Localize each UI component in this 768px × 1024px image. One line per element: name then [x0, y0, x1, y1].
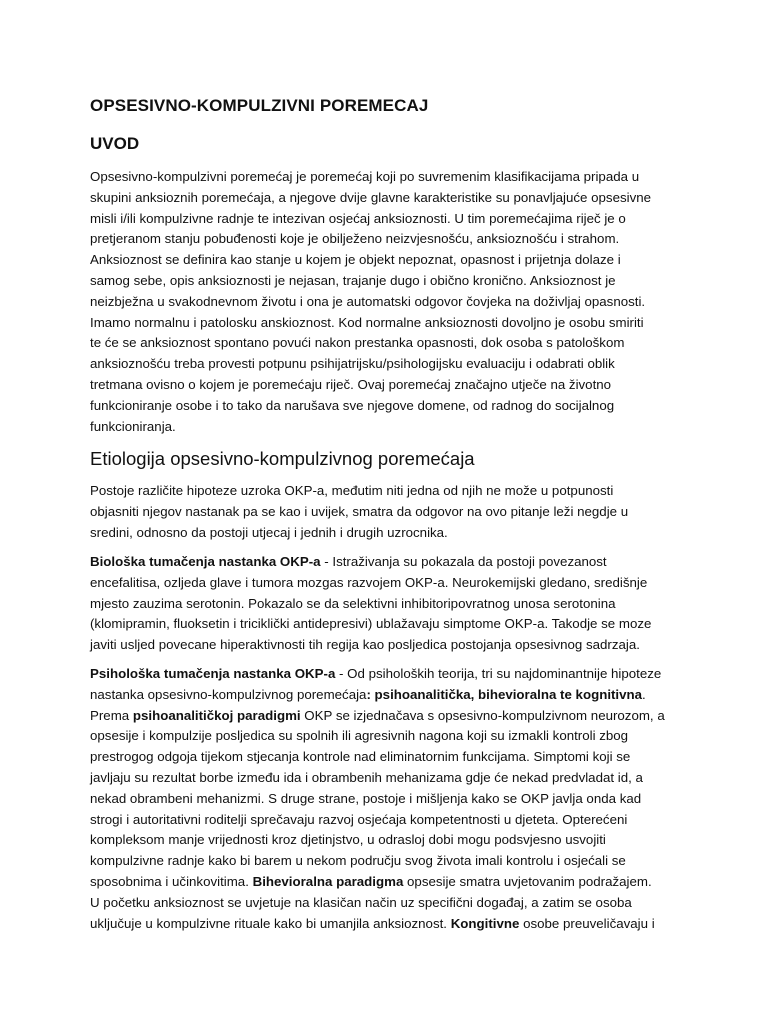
text-line: javljaju su rezultat borbe između ida i obrambenih mehanizama gdje će nekad predvladat id, a	[90, 769, 643, 785]
section-heading-etiologija: Etiologija opsesivno-kompulzivnog poremećaja	[90, 448, 475, 469]
text-line: strogi i autoritativni roditelji sprečavaju razvoj osjećaja kompetentnosti u djeteta. Opterećeni	[90, 811, 628, 827]
text-line: funkcioniranje osobe i to tako da narušava sve njegove domene, od radnog do socijalnog	[90, 397, 615, 413]
text-line: pretjeranom stanju pobuđenosti koje je obilježeno neizvjesnošću, anksioznošću i strahom.	[90, 231, 620, 247]
text-line: misli i/ili kompulzivne radnje te intezivan osjećaj anksioznosti. U tim poremećajima riječ je o	[90, 210, 626, 226]
text-line: sredini, odnosno da postoji utjecaj i jednih i drugih uzrocnika.	[90, 524, 448, 540]
text-line: anksioznošću treba provesti potpunu psihijatrijsku/psihologijsku evaluaciju i odabrati oblik	[90, 356, 615, 372]
text-line: objasniti njegov nastanak pa se kao i uvijek, smatra da odgovor na ovo pitanje leži negdje u	[90, 503, 629, 519]
text-run: OKP se izjednačava s opsesivno-kompulzivnom neurozom, a	[300, 707, 665, 723]
text-line	[90, 914, 690, 935]
text-line: skupini anksioznih poremećaja, a njegove dvije glavne karakteristike su ponavljajuće opsesivne	[90, 189, 652, 205]
bold-run: Bihevioralna paradigma	[252, 873, 404, 889]
text-run: .	[642, 686, 646, 702]
paragraph-uvod	[90, 167, 690, 437]
lead-text: - Istraživanja su pokazala da postoji povezanost	[324, 554, 607, 569]
text-line: U početku anksioznost se uvjetuje na klasičan način uz specifični događaj, a zatim se osoba	[90, 894, 632, 910]
text-run: opsesije smatra uvjetovanim podražajem.	[403, 873, 652, 889]
document-title: OPSESIVNO-KOMPULZIVNI POREMECAJ	[90, 96, 429, 115]
text-line: Anksioznost se definira kao stanje u kojem je objekt nepoznat, opasnost i prijetnja dolaze i	[90, 252, 621, 268]
text-run: uključuje u kompulzivne rituale kako bi umanjila anksioznost.	[90, 915, 451, 931]
text-run: osobe preuveličavaju i	[519, 915, 655, 931]
section-heading-uvod: UVOD	[90, 134, 140, 153]
text-line	[90, 552, 690, 573]
bold-lead: Psihološka tumačenja nastanka OKP-a	[90, 666, 336, 681]
bold-run: psihoanalitičkoj paradigmi	[132, 707, 301, 723]
text-line: kompulzivne radnje kako bi barem u nekom području svog života imali kontrolu i osjećali se	[90, 853, 626, 869]
lead-text: - Od psiholoških teorija, tri su najdominantnije hipoteze	[339, 666, 662, 681]
text-line: javiti usljed povecane hiperaktivnosti tih regija kao posljedica postojanja opsesivnog sadrzaja.	[90, 637, 640, 653]
text-line: encefalitisa, ozljeda glave i tumora mozgas razvojem OKP-a. Neurokemijski gledano, središnje	[90, 574, 648, 590]
text-run: Prema	[90, 707, 133, 723]
text-line	[90, 872, 690, 893]
text-line: prestrogog odgoja tijekom stjecanja kontrole nad eliminatornim funkcijama. Simptomi koji se	[90, 749, 631, 765]
paragraph-psiholoska	[90, 664, 690, 934]
text-line: opsesije i kompulzije posljedica su spolnih ili agresivnih nagona koji su izmakli kontroli zbog	[90, 728, 629, 744]
text-line: Imamo normalnu i patolosku anskioznost. Kod normalne anksioznosti dovoljno je osobu smiriti	[90, 314, 644, 330]
text-line: (klomipramin, fluoksetin i triciklički antidepresivi) ublažavaju simptome OKP-a. Takodje se moze	[90, 616, 652, 632]
text-line: neizbježna u svakodnevnom životu i ona je automatski odgovor čovjeka na doživljaj opasnosti.	[90, 293, 646, 309]
bold-run: : psihoanalitička, bihevioralna te kognitivna	[366, 686, 643, 702]
text-line	[90, 685, 690, 706]
text-line: kompleksom manje vrijednosti kroz djetinjstvo, u odrasloj dobi mogu podsvjesno usvojiti	[90, 832, 606, 848]
text-line: funkcioniranja.	[90, 418, 176, 434]
text-line: mjesto zauzima serotonin. Pokazalo se da selektivni inhibitoripovratnog unosa serotonina	[90, 595, 616, 611]
paragraph-etiologija	[90, 481, 690, 543]
paragraph-bioloska	[90, 552, 690, 656]
bold-lead: Biološka tumačenja nastanka OKP-a	[90, 554, 321, 569]
text-line: nekad obrambeni mehanizmi. S druge strane, postoje i mišljenja kako se OKP javlja onda kad	[90, 790, 642, 806]
text-run: sposobnima i učinkovitima.	[90, 873, 253, 889]
text-line: tretmana ovisno o kojem je poremećaju riječ. Ovaj poremećaj značajno utječe na životno	[90, 376, 612, 392]
text-line: Opsesivno-kompulzivni poremećaj je poremećaj koji po suvremenim klasifikacijama pripada u	[90, 169, 640, 184]
bold-run: Kongitivne	[450, 915, 520, 931]
text-line: Postoje različite hipoteze uzroka OKP-a, međutim niti jedna od njih ne može u potpunosti	[90, 483, 614, 498]
text-line	[90, 706, 690, 727]
text-line: samog sebe, opis anksioznosti je nejasan, trajanje dugo i obično kronično. Anksioznost je	[90, 272, 616, 288]
text-line: te će se anksioznost spontano povući nakon prestanka opasnosti, dok osoba s patološkom	[90, 335, 625, 351]
text-line	[90, 664, 690, 685]
text-run: nastanka opsesivno-kompulzivnog poremećaja	[90, 686, 367, 702]
